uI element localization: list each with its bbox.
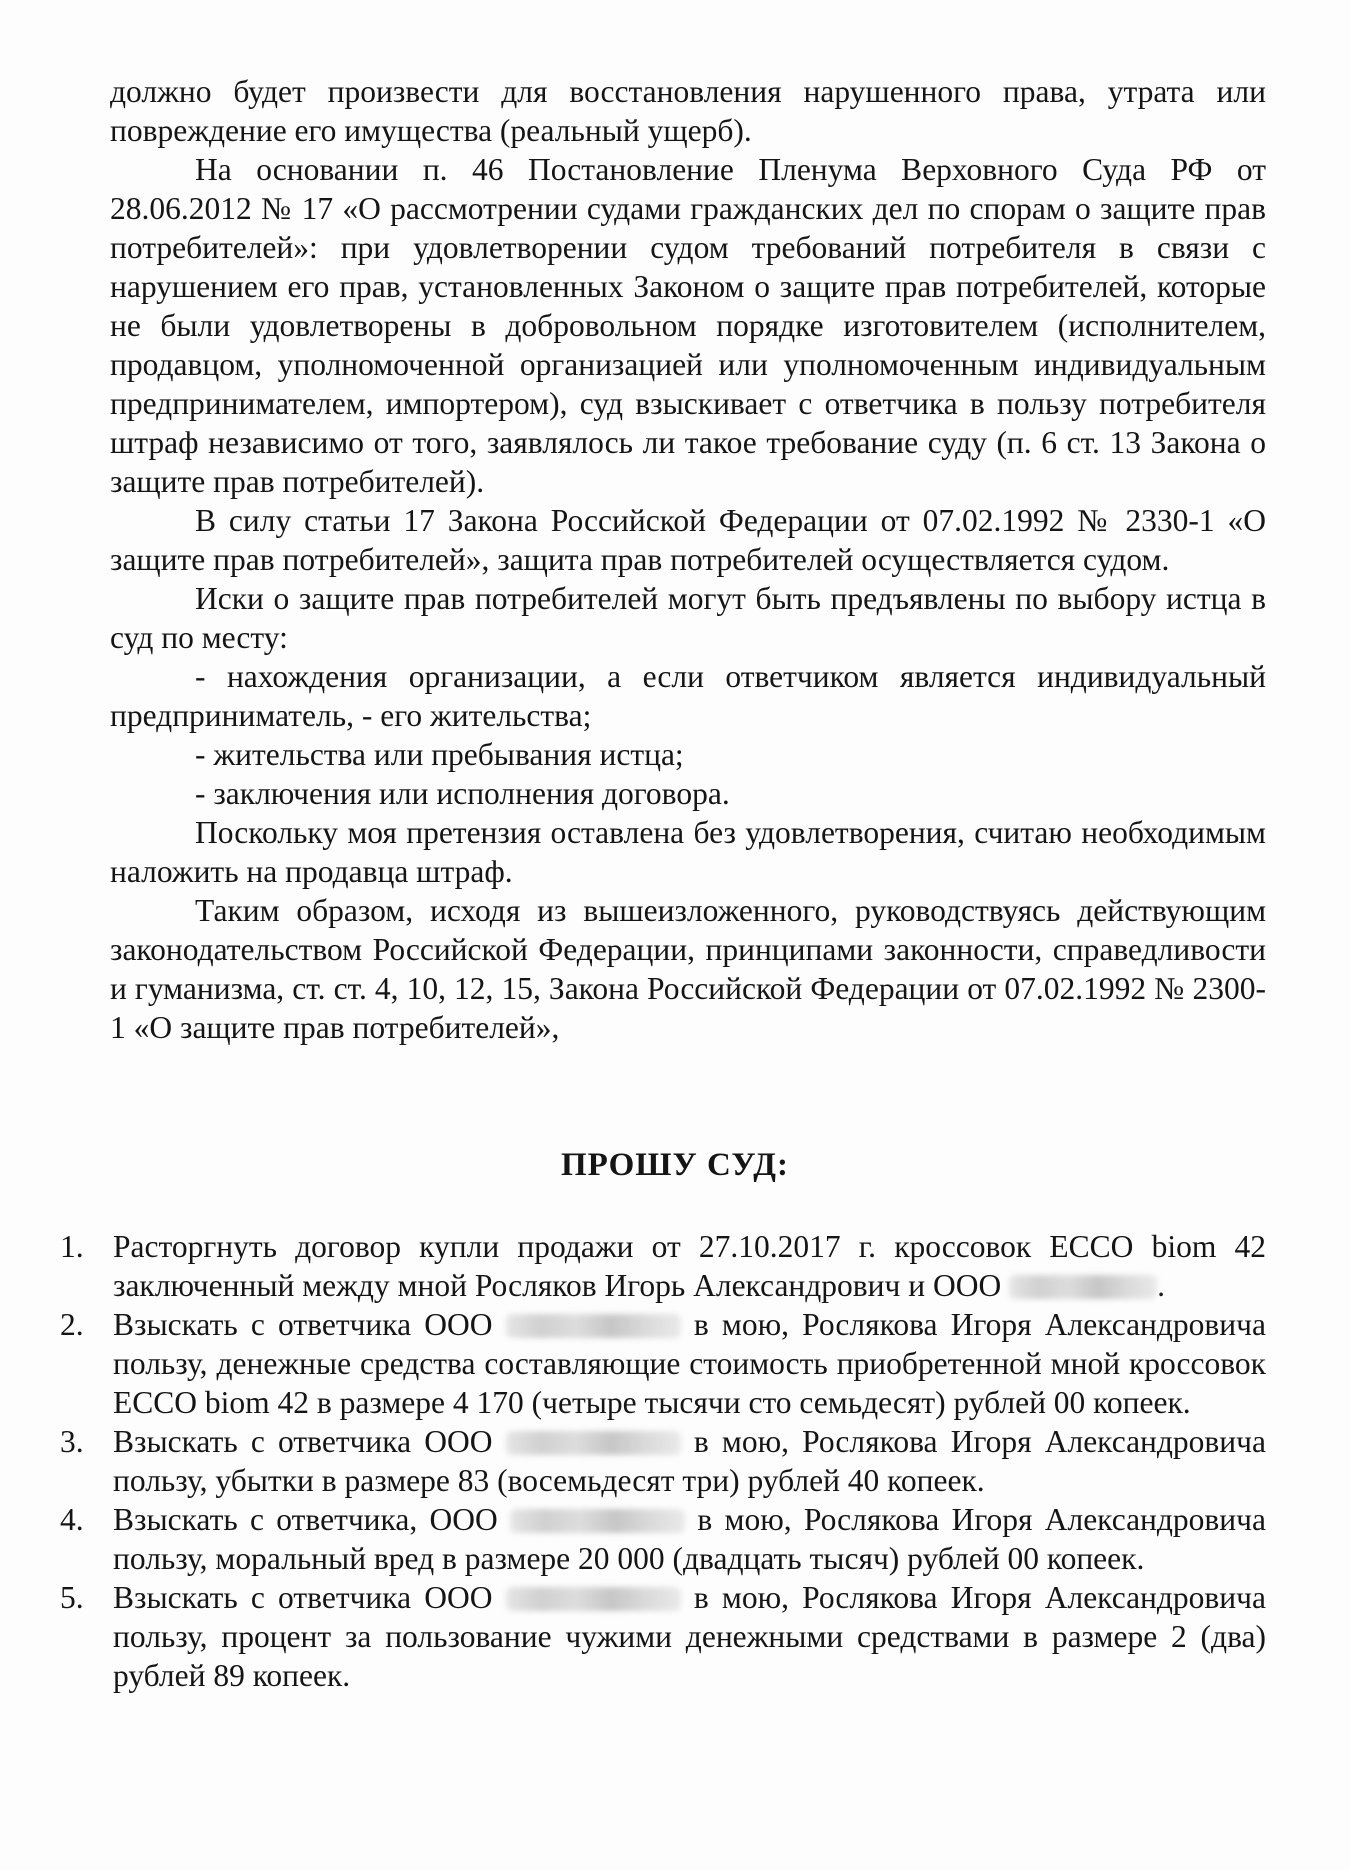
redacted-company-name bbox=[506, 1431, 681, 1455]
claim-text-after: . bbox=[1157, 1268, 1165, 1303]
claim-number: 2. bbox=[60, 1307, 84, 1342]
claim-number: 1. bbox=[60, 1229, 84, 1264]
claim-item bbox=[60, 1500, 1266, 1578]
claim-number: 3. bbox=[60, 1424, 84, 1459]
document-body bbox=[110, 72, 1266, 1047]
claim-item bbox=[60, 1578, 1266, 1695]
claim-text-before: Взыскать с ответчика, ООО bbox=[113, 1502, 498, 1537]
claim-number: 5. bbox=[60, 1580, 84, 1615]
bullet-organization-location: - нахождения организации, а если ответчиком является индивидуальный предприниматель, - его жительства; bbox=[110, 659, 1266, 733]
paragraph-plenum-ruling: На основании п. 46 Постановление Пленума Верховного Суда РФ от 28.06.2012 № 17 «О рассмотрении судами гражданских дел по спорам о защите прав потребителей»: при удовлетворении судом требований потребителя в связи с нарушением его прав, установленных Законом о защите прав потребителей, которые не были удовлетворены в добровольном порядке изготовителем (исполнителем, продавцом, уполномоченной организацией или уполномоченным индивидуальным предпринимателем, импортером), суд взыскивает с ответчика в пользу потребителя штраф независимо от того, заявлялось ли такое требование суду (п. 6 ст. 13 Закона о защите прав потребителей). bbox=[110, 152, 1266, 499]
redacted-company-name bbox=[510, 1509, 685, 1533]
claim-text-before: Взыскать с ответчика ООО bbox=[113, 1580, 493, 1615]
paragraph-claim-unsatisfied: Поскольку моя претензия оставлена без удовлетворения, считаю необходимым наложить на продавца штраф. bbox=[110, 815, 1266, 889]
claim-item bbox=[60, 1422, 1266, 1500]
redacted-company-name bbox=[506, 1314, 681, 1338]
claim-text-after: в мою, Рослякова Игоря Александровича пользу, убытки в размере 83 (восемьдесят три) рублей 40 копеек. bbox=[113, 1424, 1266, 1498]
redacted-company-name bbox=[1009, 1275, 1157, 1299]
claim-text-after: в мою, Рослякова Игоря Александровича пользу, денежные средства составляющие стоимость приобретенной мной кроссовок ECCO biom 42 в размере 4 170 (четыре тысячи сто семьдесят) рублей 00 копеек. bbox=[113, 1307, 1266, 1420]
claim-text-after: в мою, Рослякова Игоря Александровича пользу, процент за пользование чужими денежными средствами в размере 2 (два) рублей 89 копеек. bbox=[113, 1580, 1266, 1693]
claim-text-before: Взыскать с ответчика ООО bbox=[113, 1307, 493, 1342]
paragraph-real-damage: должно будет произвести для восстановления нарушенного права, утрата или повреждение его имущества (реальный ущерб). bbox=[110, 74, 1266, 148]
claim-text-before: Взыскать с ответчика ООО bbox=[113, 1424, 493, 1459]
claim-item bbox=[60, 1227, 1266, 1305]
paragraph-jurisdiction: Иски о защите прав потребителей могут быть предъявлены по выбору истца в суд по месту: bbox=[110, 581, 1266, 655]
claim-item bbox=[60, 1305, 1266, 1422]
claim-text-after: в мою, Рослякова Игоря Александровича пользу, моральный вред в размере 20 000 (двадцать тысяч) рублей 00 копеек. bbox=[113, 1502, 1266, 1576]
paragraph-article-17: В силу статьи 17 Закона Российской Федерации от 07.02.1992 № 2330-1 «О защите прав потребителей», защита прав потребителей осуществляется судом. bbox=[110, 503, 1266, 577]
claims-list bbox=[60, 1227, 1266, 1695]
claim-number: 4. bbox=[60, 1502, 84, 1537]
redacted-company-name bbox=[506, 1587, 681, 1611]
bullet-contract-place: - заключения или исполнения договора. bbox=[195, 776, 730, 811]
claim-text-before: Расторгнуть договор купли продажи от 27.10.2017 г. кроссовок ECCO biom 42 заключенный между мной Росляков Игорь Александрович и ООО bbox=[113, 1229, 1266, 1303]
request-heading: ПРОШУ СУД: bbox=[561, 1147, 789, 1183]
paragraph-legal-basis: Таким образом, исходя из вышеизложенного, руководствуясь действующим законодательством Российской Федерации, принципами законности, справедливости и гуманизма, ст. ст. 4, 10, 12, 15, Закона Российской Федерации от 07.02.1992 № 2300-1 «О защите прав потребителей», bbox=[110, 893, 1266, 1045]
bullet-plaintiff-residence: - жительства или пребывания истца; bbox=[195, 737, 684, 772]
